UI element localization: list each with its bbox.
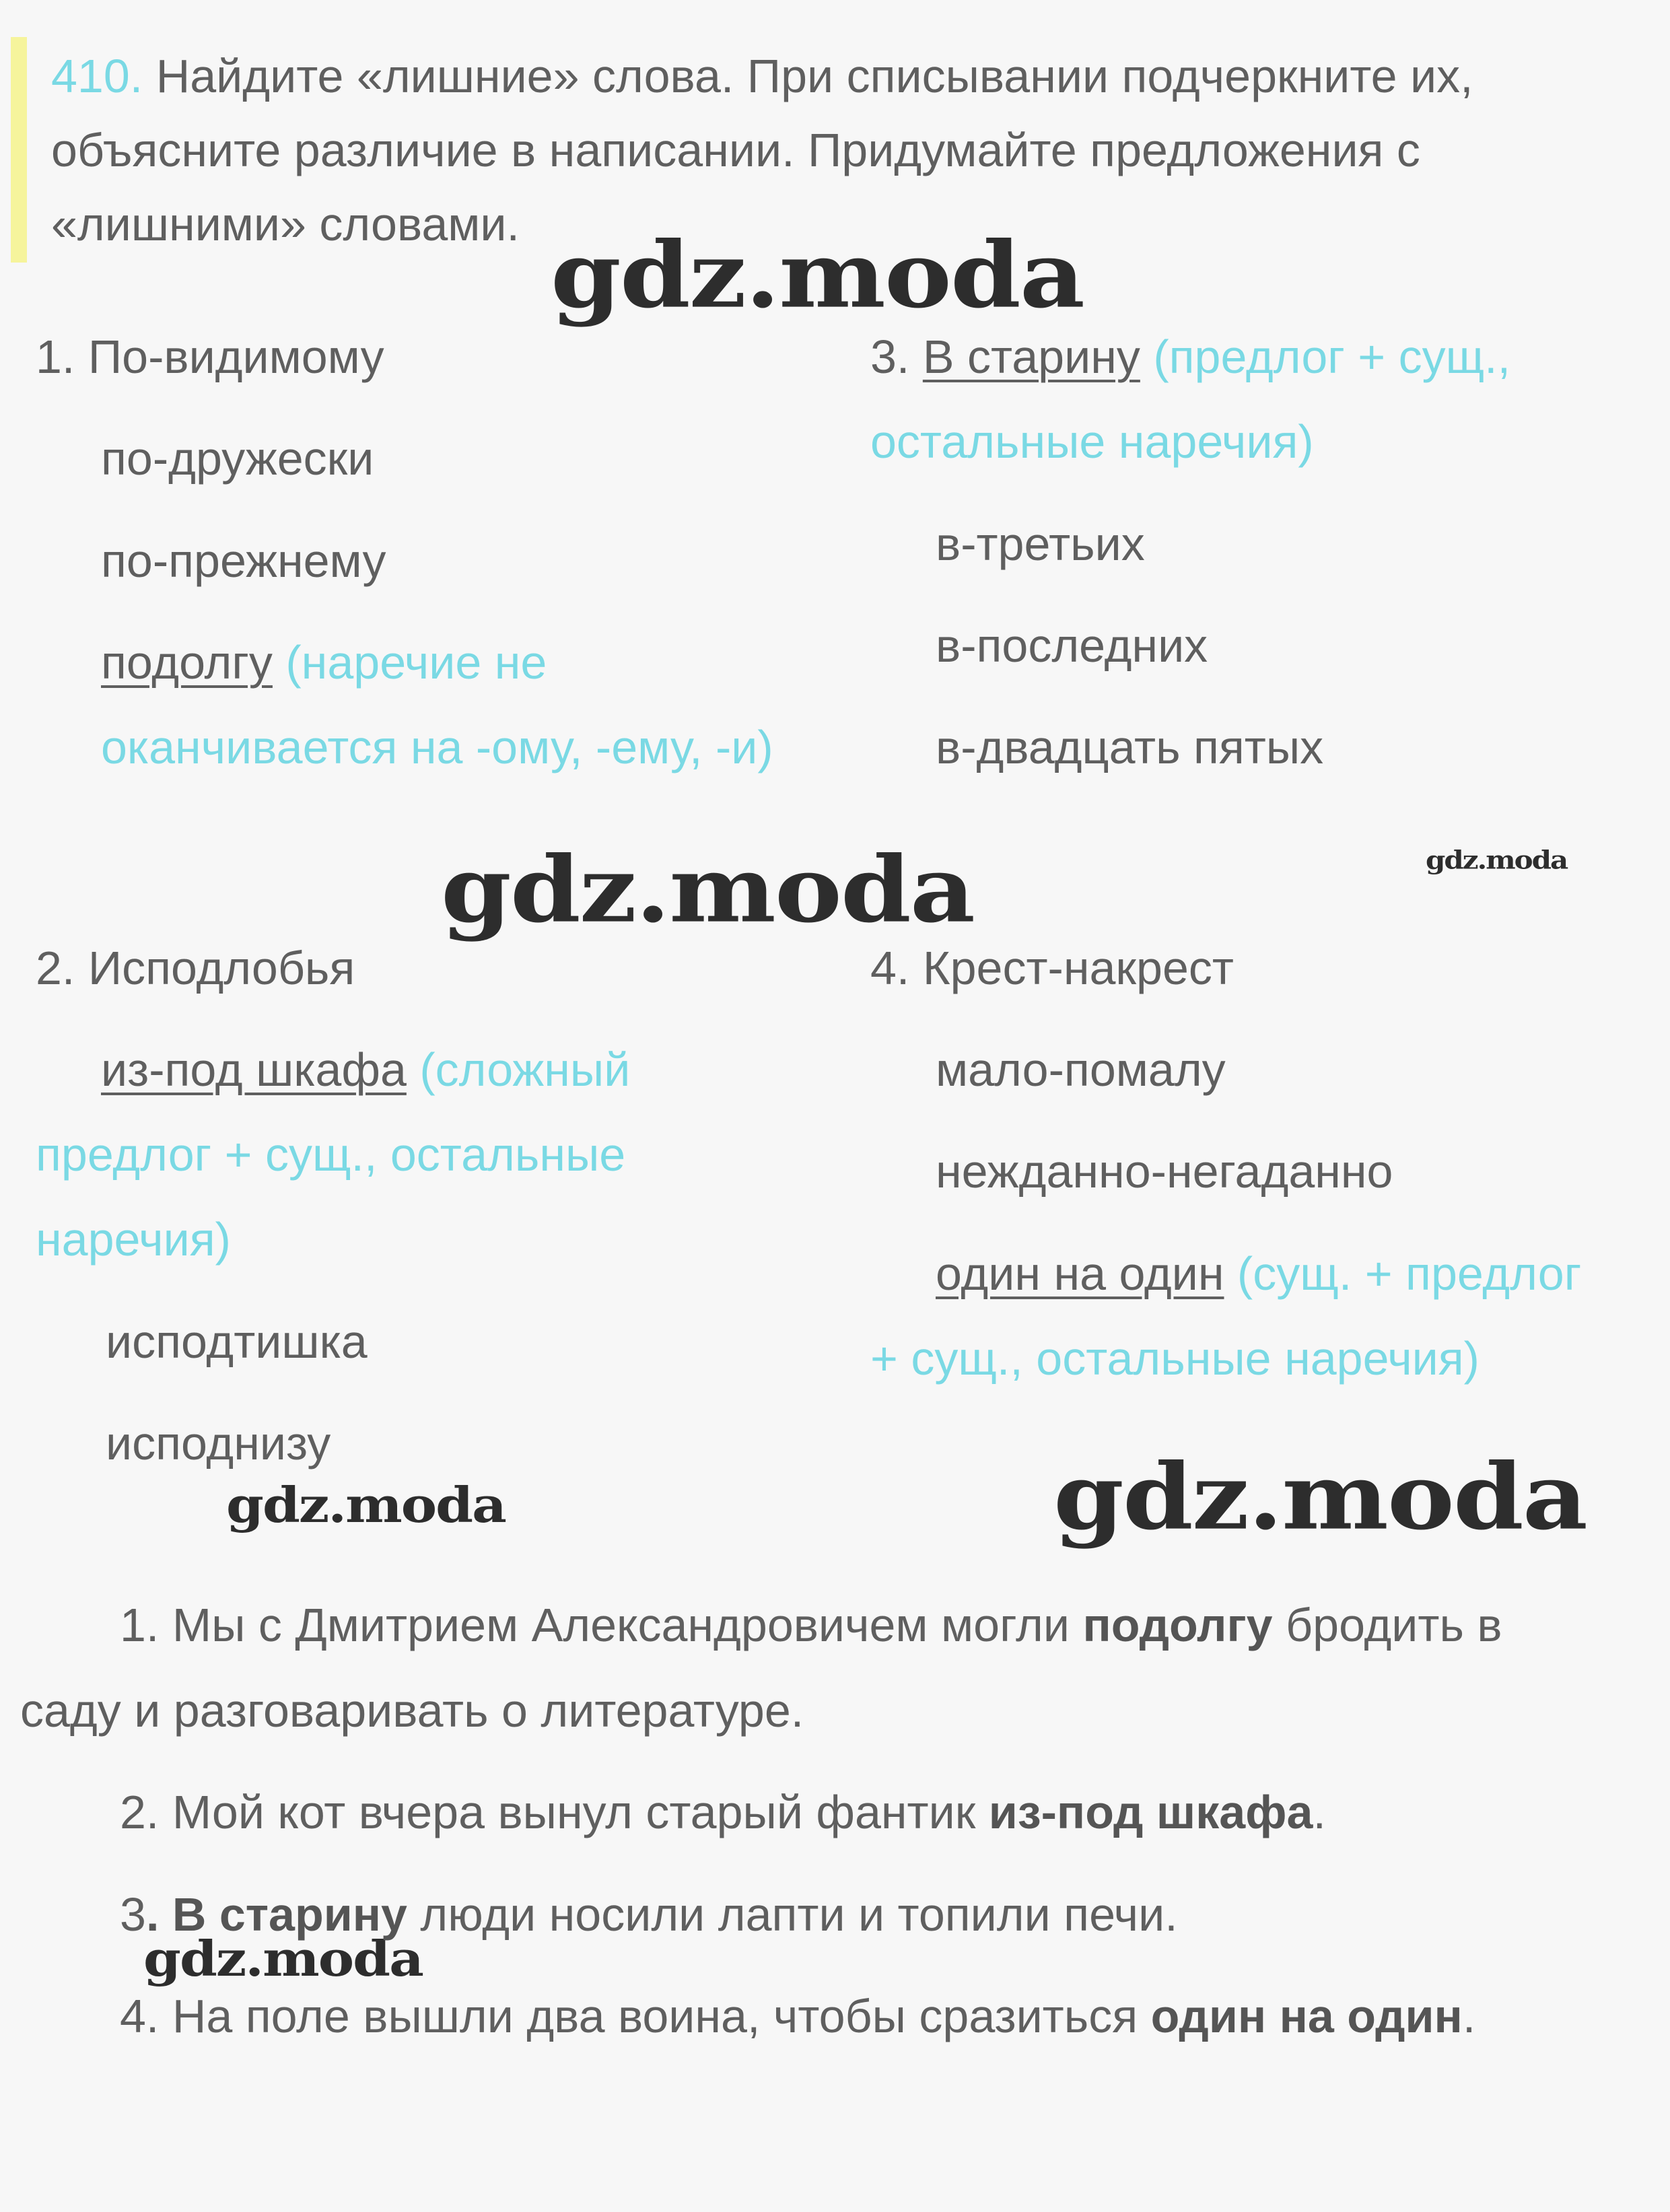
group3-word-1: в-третьих <box>936 518 1145 570</box>
group2-note: (сложный <box>406 1043 631 1096</box>
group3-word-2: в-последних <box>936 619 1208 672</box>
group4-heading: 4. Крест-накрест <box>870 942 1234 994</box>
sentence-3 <box>120 1889 1178 1941</box>
group2-odd-line <box>101 1044 630 1096</box>
group1-note: (наречие не <box>272 636 547 689</box>
group2-word-2: исподнизу <box>106 1417 331 1470</box>
watermark-logo: gdz.moda <box>1426 845 1568 875</box>
sentence-1-highlight: подолгу <box>1082 1599 1273 1651</box>
sentence-3-text-end: люди носили лапти и топили печи. <box>407 1888 1178 1941</box>
group1-odd-word: подолгу <box>101 636 273 689</box>
sentence-3-highlight: . В старину <box>145 1888 407 1941</box>
watermark-logo: gdz.moda <box>1053 1443 1587 1550</box>
sentence-2 <box>120 1787 1326 1838</box>
group4-note-cont: + сущ., остальные наречия) <box>870 1332 1480 1385</box>
watermark-logo: gdz.moda <box>551 221 1084 329</box>
group3-number: 3. <box>870 331 923 383</box>
sentence-1 <box>120 1599 1502 1651</box>
group3-word-3: в-двадцать пятых <box>936 721 1324 773</box>
group4-odd-word: один на один <box>936 1247 1224 1300</box>
group2-word-1: исподтишка <box>106 1315 368 1368</box>
group4-odd-line <box>936 1248 1581 1300</box>
sentence-1-text: 1. Мы с Дмитрием Александровичем могли <box>120 1599 1083 1651</box>
group1-heading: 1. По-видимому <box>36 331 384 383</box>
sentence-1-cont: саду и разговаривать о литературе. <box>20 1684 804 1737</box>
task-highlight-bar <box>11 37 27 263</box>
group2-note-cont-2: наречия) <box>36 1213 231 1266</box>
watermark-logo: gdz.moda <box>226 1476 506 1533</box>
sentence-4-text-end: . <box>1462 1990 1476 2042</box>
group2-note-cont: предлог + сущ., остальные <box>36 1128 626 1181</box>
group4-note: (сущ. + предлог <box>1224 1247 1582 1300</box>
group1-word-1: по-дружески <box>101 432 374 485</box>
group4-word-2: нежданно-негаданно <box>936 1145 1393 1198</box>
sentence-2-highlight: из-под шкафа <box>988 1786 1313 1838</box>
group3-odd-word: В старину <box>922 331 1140 383</box>
sentence-1-text-end: бродить в <box>1272 1599 1502 1651</box>
group1-note-cont: оканчивается на -ому, -ему, -и) <box>101 721 773 773</box>
group1-word-2: по-прежнему <box>101 534 386 587</box>
group3-heading <box>870 331 1510 383</box>
group3-note: (предлог + сущ., <box>1140 331 1511 383</box>
group4-word-1: мало-помалу <box>936 1043 1226 1096</box>
watermark-logo: gdz.moda <box>143 1930 423 1987</box>
group3-note-cont: остальные наречия) <box>870 415 1314 468</box>
task-number: 410. <box>51 50 143 102</box>
watermark-logo: gdz.moda <box>441 836 975 943</box>
group2-odd-word: из-под шкафа <box>101 1043 407 1096</box>
sentence-4-highlight: один на один <box>1150 1990 1463 2042</box>
task-text: Найдите «лишние» слова. При списывании подчеркните их, объясните различие в написании. Придумайте предложения с «лишними» словами. <box>51 50 1473 250</box>
sentence-3-text: 3 <box>120 1888 146 1941</box>
group1-odd-line <box>101 637 547 689</box>
group2-heading: 2. Исподлобья <box>36 942 355 994</box>
sentence-4-text: 4. На поле вышли два воина, чтобы сразиться <box>120 1990 1151 2042</box>
sentence-4 <box>120 1991 1475 2042</box>
sentence-2-text-end: . <box>1313 1786 1326 1838</box>
sentence-2-text: 2. Мой кот вчера вынул старый фантик <box>120 1786 989 1838</box>
